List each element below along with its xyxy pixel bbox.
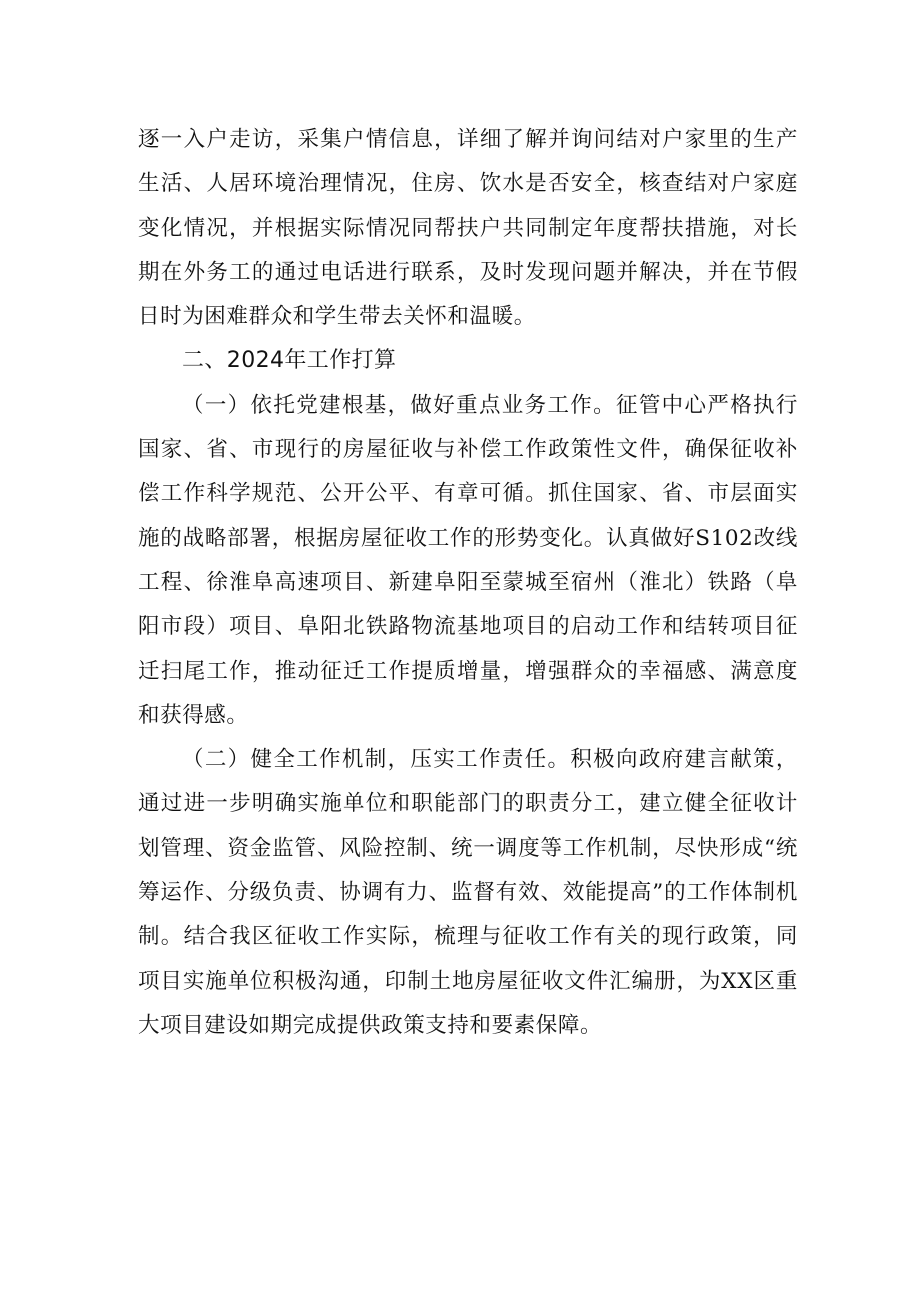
section-2-body: 积极向政府建言献策，通过进一步明确实施单位和职能部门的职责分工，建立健全征收计划管理、资金监管、风险控制、统一调度等工作机制，尽快形成“统筹运作、分级负责、协调有力、监督有效、效能提高”的工作体制机制。结合我区征收工作实际，梳理与征收工作有关的现行政策，同项目实施单位积极沟通，印制土地房屋征收文件汇编册，为XX区重大项目建设如期完成提供政策支持和要素保障。: [138, 747, 798, 1038]
paragraph-continued: 逐一入户走访，采集户情信息，详细了解并询问结对户家里的生产生活、人居环境治理情况，住房、饮水是否安全，核查结对户家庭变化情况，并根据实际情况同帮扶户共同制定年度帮扶措施，对长期在外务工的通过电话进行联系，及时发现问题并解决，并在节假日时为困难群众和学生带去关怀和温暖。: [138, 127, 798, 330]
document-body: [138, 118, 798, 1048]
section-1-body: 征管中心严格执行国家、省、市现行的房屋征收与补偿工作政策性文件，确保征收补偿工作科学规范、公开公平、有章可循。抓住国家、省、市层面实施的战略部署，根据房屋征收工作的形势变化。认真做好S102改线工程、徐淮阜高速项目、新建阜阳至蒙城至宿州（淮北）铁路（阜阳市段）项目、阜阳北铁路物流基地项目的启动工作和结转项目征迁扫尾工作，推动征迁工作提质增量，增强群众的幸福感、满意度和获得感。: [138, 392, 798, 728]
paragraph-section-2: [138, 738, 798, 1048]
paragraph-section-1: [138, 384, 798, 738]
section-1-lead: （一）依托党建根基，做好重点业务工作。: [182, 392, 616, 418]
section-heading: 二、2024年工作打算: [182, 348, 397, 374]
section-2-lead: （二）健全工作机制，压实工作责任。: [182, 747, 571, 773]
